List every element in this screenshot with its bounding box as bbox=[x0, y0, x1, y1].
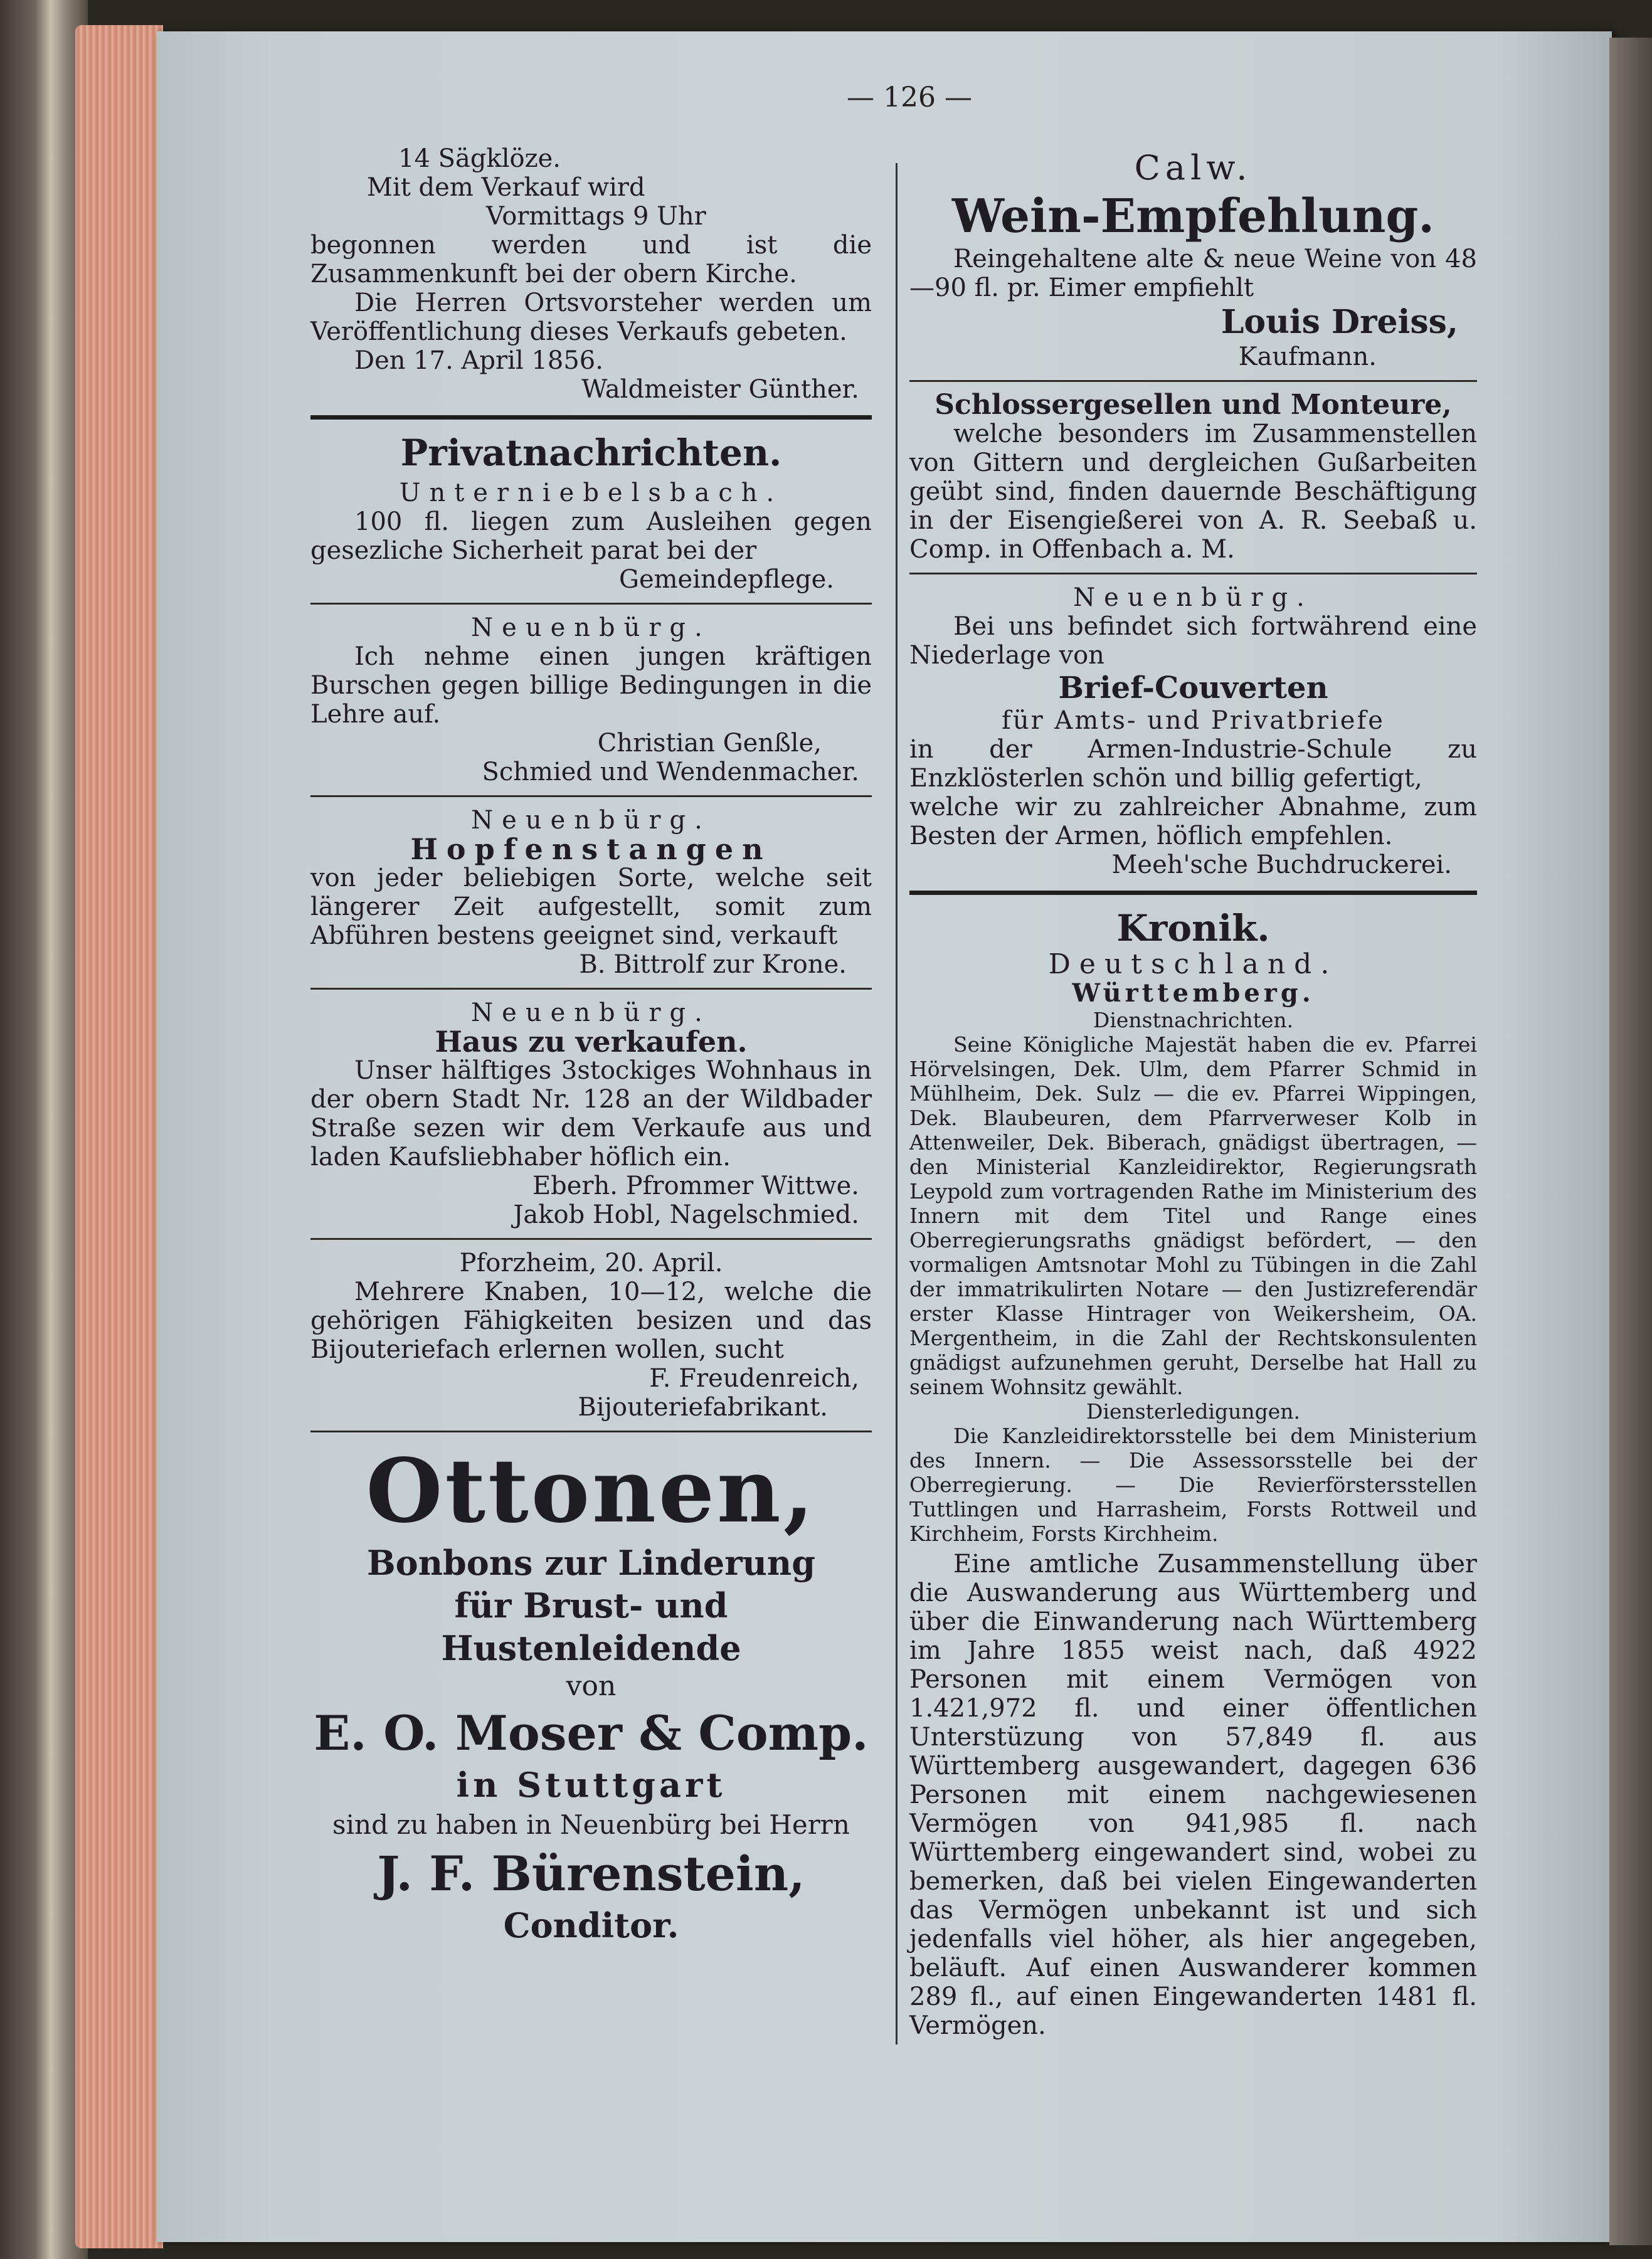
ad-title: Brief-Couverten bbox=[1058, 670, 1328, 706]
ottonen-line: Conditor. bbox=[503, 1905, 679, 1945]
ad-place: Neuenbürg. bbox=[1073, 583, 1313, 612]
ad-text: Bei uns befindet sich fortwährend eine Niederlage von bbox=[909, 612, 1477, 670]
notice-line: 14 Sägklöze. bbox=[398, 144, 561, 173]
divider bbox=[310, 415, 872, 420]
ad-signature: Eberh. Pfrommer Wittwe. bbox=[532, 1172, 859, 1200]
ad-signature: Louis Dreiss, bbox=[1220, 303, 1458, 341]
ad-text: Mehrere Knaben, 10—12, welche die gehörigen Fähigkeiten besizen und das Bijouteriefach erlernen wollen, sucht bbox=[310, 1278, 872, 1364]
chronicle-country: Deutschland. bbox=[1048, 948, 1338, 980]
ad-signature: Kaufmann. bbox=[1238, 342, 1377, 371]
right-edge bbox=[1609, 38, 1652, 2245]
ad-title: Wein-Empfehlung. bbox=[951, 189, 1435, 243]
ottonen-line: von bbox=[566, 1670, 617, 1702]
ad-unterniebelsbach bbox=[310, 479, 872, 594]
ad-locksmiths bbox=[909, 391, 1477, 564]
ad-signature: Christian Genßle, bbox=[597, 729, 822, 758]
ottonen-line: Bonbons zur Linderung bbox=[367, 1543, 815, 1583]
ad-signature: Bijouteriefabrikant. bbox=[578, 1393, 828, 1422]
notice-signature: Waldmeister Günther. bbox=[581, 375, 859, 404]
ad-signature: Schmied und Wendenmacher. bbox=[482, 758, 859, 786]
book-binding bbox=[0, 0, 88, 2259]
divider bbox=[909, 380, 1477, 382]
chronicle-state: Württemberg. bbox=[1072, 978, 1315, 1008]
ad-signature: Meeh'sche Buchdruckerei. bbox=[1111, 850, 1452, 879]
divider bbox=[310, 988, 872, 990]
page-number: — 126 — bbox=[847, 82, 972, 114]
notice-line: Die Herren Ortsvorsteher werden um Veröffentlichung dieses Verkaufs gebeten. bbox=[310, 288, 872, 346]
divider bbox=[310, 795, 872, 797]
ad-place: Unterniebelsbach. bbox=[399, 479, 783, 507]
ad-ottonen bbox=[310, 1441, 872, 1947]
chronicle-subheading: Diensterledigungen. bbox=[1086, 1399, 1301, 1424]
ad-place: Neuenbürg. bbox=[471, 806, 711, 835]
divider bbox=[909, 573, 1477, 574]
ad-envelopes bbox=[909, 583, 1477, 879]
notice-line: Mit dem Verkauf wird bbox=[367, 173, 645, 202]
page-edges bbox=[75, 25, 163, 2248]
ottonen-title: Ottonen, bbox=[366, 1440, 817, 1543]
ottonen-line: in Stuttgart bbox=[456, 1765, 726, 1805]
ad-place: Pforzheim, 20. April. bbox=[459, 1249, 723, 1278]
column-divider bbox=[896, 163, 897, 2045]
ad-house-sale bbox=[310, 998, 872, 1229]
ad-signature: Gemeindepflege. bbox=[618, 565, 834, 594]
ad-wine bbox=[909, 148, 1477, 371]
notice-line: begonnen werden und ist die Zusammenkunft bei der obern Kirche. bbox=[310, 231, 872, 288]
ad-signature: B. Bittrolf zur Krone. bbox=[579, 950, 847, 979]
divider bbox=[310, 603, 872, 605]
ottonen-line: für Brust- und Hustenleidende bbox=[441, 1585, 741, 1668]
ad-signature: F. Freudenreich, bbox=[649, 1364, 859, 1393]
chronicle-heading: Kronik. bbox=[1116, 907, 1270, 950]
ad-text: Reingehaltene alte & neue Weine von 48—90 fl. pr. Eimer empfiehlt bbox=[909, 245, 1477, 302]
notice-date: Den 17. April 1856. bbox=[354, 346, 603, 375]
ad-place: Neuenbürg. bbox=[471, 998, 711, 1027]
chronicle-subheading: Dienstnachrichten. bbox=[1093, 1008, 1294, 1032]
divider bbox=[310, 1238, 872, 1240]
right-column bbox=[909, 144, 1477, 2040]
chronicle bbox=[909, 906, 1477, 2040]
ottonen-line: sind zu haben in Neuenbürg bei Herrn bbox=[332, 1809, 850, 1840]
ad-text: von jeder beliebigen Sorte, welche seit längerer Zeit aufgestellt, somit zum Abführen bestens geeignet sind, verkauft bbox=[310, 864, 872, 950]
ad-text: für Amts- und Privatbriefe bbox=[1002, 706, 1385, 735]
ad-hop-poles bbox=[310, 806, 872, 979]
private-news-heading: Privatnachrichten. bbox=[400, 431, 782, 474]
ottonen-firm: E. O. Moser & Comp. bbox=[314, 1705, 869, 1761]
notice-line: Vormittags 9 Uhr bbox=[486, 202, 706, 231]
ad-apprentice bbox=[310, 613, 872, 786]
ad-text: in der Armen-Industrie-Schule zu Enzklösterlen schön und billig gefertigt, bbox=[909, 735, 1477, 793]
ad-place: Neuenbürg. bbox=[471, 613, 711, 642]
chronicle-paragraph: Eine amtliche Zusammenstellung über die Auswanderung aus Württemberg und über die Einwanderung nach Württemberg im Jahre 1855 weist nach, daß 4922 Personen mit einem Vermögen von 1.421,972 fl. und einer öffentlichen Unterstüzung von 57,849 fl. aus Württemberg ausgewandert, dagegen 636 Personen mit einem nachgewiesenen Vermögen von 941,985 fl. nach Württemberg eingewandert sind, wobei zu bemerken, daß bei vielen Eingewanderten das Vermögen unbekannt ist und sich jedenfalls viel höher, als hier angegeben, beläuft. Auf einen Auswanderer kommen 289 fl., auf einen Eingewanderten 1481 fl. Vermögen. bbox=[909, 1550, 1477, 2040]
ad-jewelry-apprentices bbox=[310, 1249, 872, 1422]
ad-text: 100 fl. liegen zum Ausleihen gegen gesezliche Sicherheit parat bei der bbox=[310, 507, 872, 565]
ad-title: Hopfenstangen bbox=[410, 832, 772, 866]
ad-text: Ich nehme einen jungen kräftigen Burschen gegen billige Bedingungen in die Lehre auf. bbox=[310, 642, 872, 729]
ad-text: welche besonders im Zusammenstellen von Gittern und dergleichen Gußarbeiten geübt sind, finden dauernde Beschäftigung in der Eisengießerei von A. R. Seebaß u. Comp. in Offenbach a. M. bbox=[909, 420, 1477, 564]
ad-title: Haus zu verkaufen. bbox=[435, 1025, 748, 1059]
divider bbox=[310, 1431, 872, 1432]
ottonen-seller: J. F. Bürenstein, bbox=[377, 1846, 805, 1902]
left-column bbox=[310, 144, 872, 1950]
ad-place: Calw. bbox=[1134, 148, 1252, 188]
ad-text: welche wir zu zahlreicher Abnahme, zum Besten der Armen, höflich empfehlen. bbox=[909, 793, 1477, 850]
ad-text: Unser hälftiges 3stockiges Wohnhaus in der obern Stadt Nr. 128 an der Wildbader Straße sezen wir dem Verkaufe aus und laden Kaufsliebhaber höflich ein. bbox=[310, 1056, 872, 1172]
ad-title: Schlossergesellen und Monteure, bbox=[935, 389, 1452, 421]
ad-signature: Jakob Hobl, Nagelschmied. bbox=[513, 1200, 859, 1229]
divider bbox=[909, 891, 1477, 895]
forest-sale-notice bbox=[310, 144, 872, 404]
chronicle-paragraph: Die Kanzleidirektorsstelle bei dem Ministerium des Innern. — Die Assessorsstelle bei der Oberregierung. — Die Revierförstersstellen Tuttlingen und Harrasheim, Forsts Rottweil und Kirchheim, Forsts Kirchheim. bbox=[909, 1424, 1477, 1546]
chronicle-paragraph: Seine Königliche Majestät haben die ev. Pfarrei Hörvelsingen, Dek. Ulm, dem Pfarrer Schmid in Mühlheim, Dek. Sulz — die ev. Pfarrei Wippingen, Dek. Blaubeuren, dem Pfarrverweser Kolb in Attenweiler, Dek. Biberach, gnädigst übertragen, — den Ministerial Kanzleidirektor, Regierungsrath Leypold zum vortragenden Rathe im Ministerium des Innern mit dem Titel und Range eines Oberregierungsraths gnädigst befördert, — den vormaligen Amtsnotar Mohl zu Tübingen in die Zahl der immatrikulirten Notare — den Justizreferendär erster Klasse Hintrager von Weikersheim, OA. Mergentheim, in die Zahl der Rechtskonsulenten gnädigst aufzunehmen geruht, Derselbe hat Hall zu seinem Wohnsitz gewählt. bbox=[909, 1032, 1477, 1399]
